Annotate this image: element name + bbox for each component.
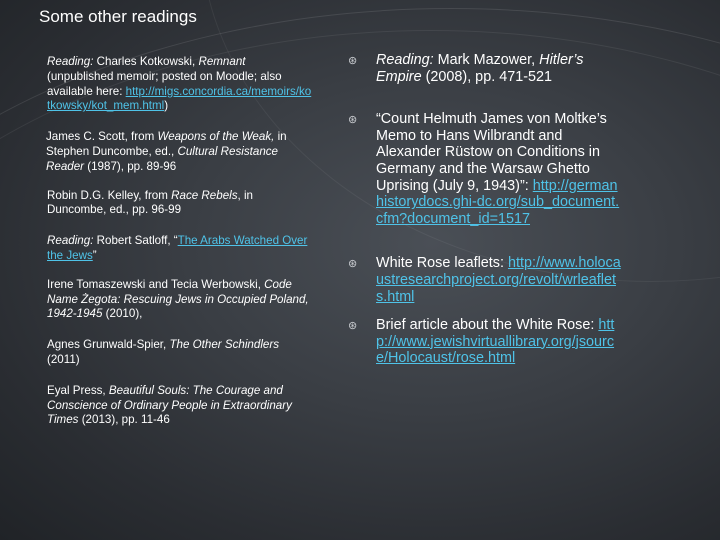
bullet-item-white-rose-leaflets: ⊛ White Rose leaflets: http://www.holocaustresearchproject.org/revolt/wrleaflets.html [348,255,621,305]
reading-entry-scott: James C. Scott, from Weapons of the Weak, in Stephen Duncombe, ed., Cultural Resistance Reader (1987), pp. 89-96 [46,130,287,173]
reading-entry-grunwald-spier: Agnes Grunwald-Spier, The Other Schindlers (2011) [47,338,279,366]
bullet-item-moltke-memo: ⊛ “Count Helmuth James von Moltke’s Memo to Hans Wilbrandt and Alexander Rüstow on Conditions in Germany and the Warsaw Ghetto Uprising (July 9, 1943)”: http://germanhistorydocs.ghi-dc.org/sub_document.cfm?document_id=1517 [348,111,620,227]
circle-bullet-icon: ⊛ [348,114,358,127]
reading-entry-satloff: Reading: Robert Satloff, “The Arabs Watched Over the Jews” [47,234,308,262]
slide-title: Some other readings [39,7,197,26]
reading-entry-kotkowski: Reading: Charles Kotkowski, Remnant (unpublished memoir; posted on Moodle; also available here: http://migs.concordia.ca/memoirs/kotkowsky/kot_mem.html) [47,55,312,113]
circle-bullet-icon: ⊛ [348,55,358,67]
white-rose-leaflets-link[interactable]: http://www.holocaustresearchproject.org/revolt/wrleaflets.html [376,255,621,305]
bullet-item-mazower: ⊛ Reading: Mark Mazower, Hitler’s Empire (2008), pp. 471-521 [348,52,584,85]
reading-entry-press: Eyal Press, Beautiful Souls: The Courage and Conscience of Ordinary People in Extraordinary Times (2013), pp. 11-46 [47,383,292,427]
left-reading-list [47,55,312,428]
circle-bullet-icon: ⊛ [348,258,358,271]
moltke-memo-link[interactable]: http://germanhistorydocs.ghi-dc.org/sub_document.cfm?document_id=1517 [376,177,620,227]
reading-entry-tomaszewski: Irene Tomaszewski and Tecia Werbowski, Code Name Żegota: Rescuing Jews in Occupied Poland, 1942-1945 (2010), [47,277,309,321]
bullet-item-white-rose-article: ⊛ Brief article about the White Rose: http://www.jewishvirtuallibrary.org/jsource/Holocaust/rose.html [348,317,615,367]
reading-entry-kelley: Robin D.G. Kelley, from Race Rebels, in Duncombe, ed., pp. 96-99 [47,188,253,217]
circle-bullet-icon: ⊛ [348,320,358,333]
white-rose-article-link[interactable]: http://www.jewishvirtuallibrary.org/jsource/Holocaust/rose.html [376,317,615,367]
arabs-watched-link[interactable]: The Arabs Watched Over the Jews [47,234,308,262]
kotkowski-memoir-link[interactable]: http://migs.concordia.ca/memoirs/kotkowsky/kot_mem.html [47,84,312,113]
right-bullet-list [348,52,623,367]
